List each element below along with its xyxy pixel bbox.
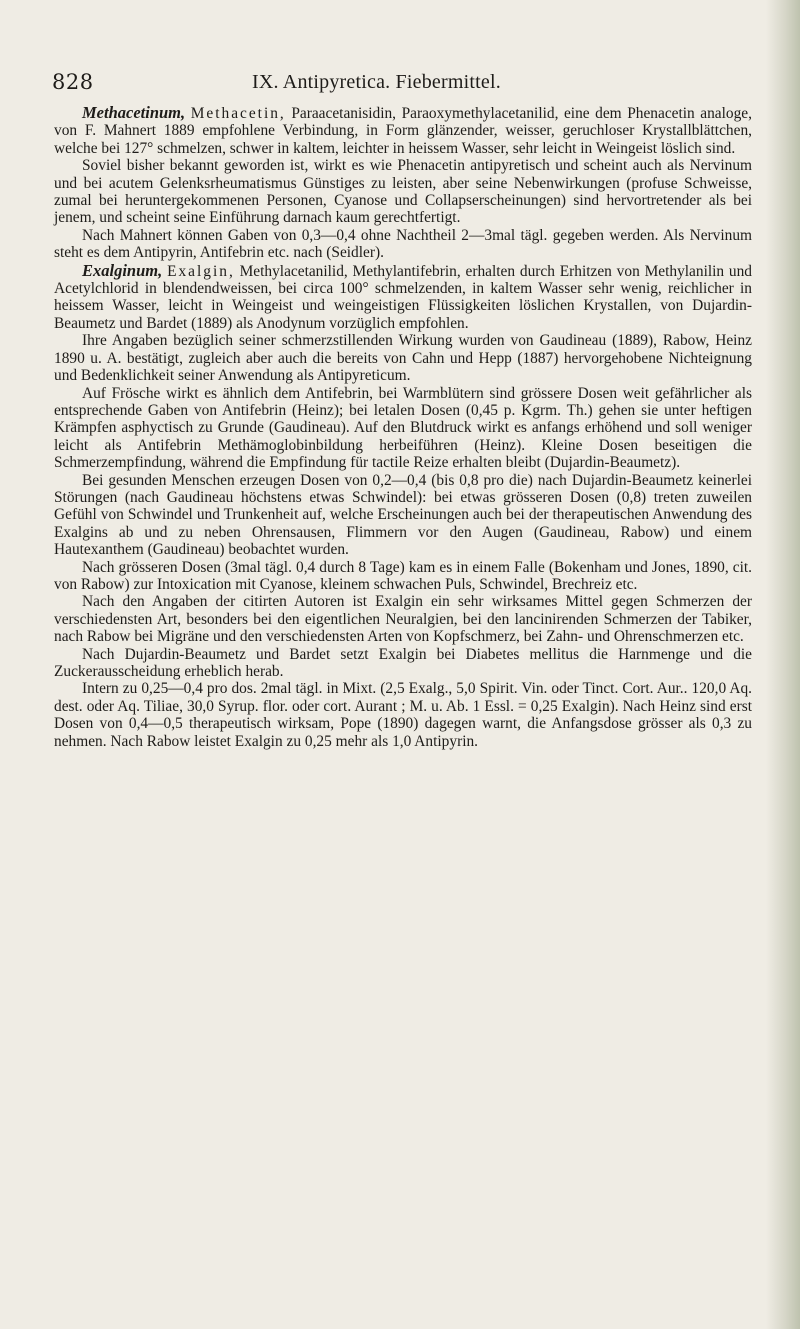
entry-name: Exalgin, <box>167 262 235 280</box>
paragraph: Nach Dujardin-Beaumetz und Bardet setzt Exalgin bei Diabetes mellitus die Harnmenge und die Zuckerausscheidung erheblich herab. <box>54 645 752 680</box>
paragraph: Soviel bisher bekannt geworden ist, wirkt es wie Phenacetin antipyretisch und scheint auch als Nervinum und bei acutem Gelenksrheumatismus Günstiges zu leisten, aber seine Nebenwirkungen (profuse Schweisse, zumal bei heruntergekommenen Personen, Cyanose und Collapserscheinungen) sind hervortretender als bei jenem, und scheint seine Einführung darnach kaum gerechtfertigt. <box>54 157 752 227</box>
paragraph-text: Paraacetanisidin, Paraoxymethylacetanilid, eine dem Phenacetin analoge, von F. Mahnert 1889 empfohlene Verbindung, in Form glänzender, weisser, geruchloser Krystallblättchen, welche bei 127° schmelzen, schwer in kaltem, leichter in heissem Wasser, sehr leicht in Weingeist löslich sind. <box>54 105 752 157</box>
paragraph: Auf Frösche wirkt es ähnlich dem Antifebrin, bei Warmblütern sind grössere Dosen weit gefährlicher als entsprechende Gaben von Antifebrin (Heinz); bei letalen Dosen (0,45 p. Kgrm. Th.) gehen sie unter heftigen Krämpfen asphyctisch zu Grunde (Gaudineau). Auf den Blutdruck wirkt es anfangs erhöhend und soll weniger leicht als Antifebrin Methämoglobinbildung herbeiführen (Heinz). Kleine Dosen beseitigen die Schmerzempfindung, während die Empfindung für tactile Reize erhalten bleibt (Dujardin-Beaumetz). <box>54 384 752 472</box>
paragraph: Intern zu 0,25—0,4 pro dos. 2mal tägl. in Mixt. (2,5 Exalg., 5,0 Spirit. Vin. oder Tinct. Cort. Aur.. 120,0 Aq. dest. oder Aq. Tiliae, 30,0 Syrup. flor. oder cort. Aurant ; M. u. Ab. 1 Essl. = 0,25 Exalgin). Nach Heinz sind erst Dosen von 0,4—0,5 therapeutisch wirksam, Pope (1890) dagegen warnt, die Anfangsdose grösser als 0,3 zu nehmen. Nach Rabow leistet Exalgin zu 0,25 mehr als 1,0 Antipyrin. <box>54 680 752 750</box>
paragraph: Bei gesunden Menschen erzeugen Dosen von 0,2—0,4 (bis 0,8 pro die) nach Dujardin-Beaumetz keinerlei Störungen (nach Gaudineau höchstens etwas Schwindel): bei etwas grösseren Dosen (0,8) treten zuweilen Gefühl von Schwindel und Trunkenheit auf, welche Erscheinungen auch bei der therapeutischen Anwendung des Exalgins ab und zu neben Ohrensausen, Flimmern vor den Augen (Gaudineau, Rabow) und einem Hautexanthem (Gaudineau) beobachtet wurden. <box>54 471 752 559</box>
paragraph-methacetinum <box>54 104 752 157</box>
body-text <box>54 104 752 750</box>
page-header <box>52 70 752 96</box>
paragraph-exalginum <box>54 262 752 333</box>
running-title: IX. Antipyretica. Fiebermittel. <box>252 71 501 93</box>
page-edge-shadow <box>766 0 800 1329</box>
entry-term: Exalginum, <box>82 260 163 280</box>
paragraph: Nach grösseren Dosen (3mal tägl. 0,4 durch 8 Tage) kam es in einem Falle (Bokenham und Jones, 1890, cit. von Rabow) zur Intoxication mit Cyanose, kleinem schwachen Puls, Schwindel, Brechreiz etc. <box>54 558 752 593</box>
paragraph: Ihre Angaben bezüglich seiner schmerzstillenden Wirkung wurden von Gaudineau (1889), Rabow, Heinz 1890 u. A. bestätigt, zugleich aber auch die bereits von Cahn und Hepp (1887) hervorgehobene Nichteignung und Bedenklichkeit seiner Anwendung als Antipyreticum. <box>54 332 752 385</box>
entry-name: Methacetin, <box>190 105 286 122</box>
page-number: 828 <box>52 70 94 94</box>
paragraph-text: Methylacetanilid, Methylantifebrin, erhalten durch Erhitzen von Methylanilin und Acetylchlorid in blendendweissen, bei circa 100° schmelzenden, in kaltem Wasser sehr wenig, reichlicher in heissem Wasser, leicht in Weingeist und weingeistigen Flüssigkeiten löslichen Krystallen, von Dujardin-Beaumetz und Bardet (1889) als Anodynum vorzüglich empfohlen. <box>54 262 752 332</box>
paragraph: Nach Mahnert können Gaben von 0,3—0,4 ohne Nachtheil 2—3mal tägl. gegeben werden. Als Nervinum steht es dem Antipyrin, Antifebrin etc. nach (Seidler). <box>54 226 752 262</box>
paragraph: Nach den Angaben der citirten Autoren ist Exalgin ein sehr wirksames Mittel gegen Schmerzen der verschiedensten Art, besonders bei den eigentlichen Neuralgien, bei den lancinirenden Schmerzen der Tabiker, nach Rabow bei Migräne und den verschiedensten Arten von Kopfschmerz, bei Zahn- und Ohrenschmerzen etc. <box>54 593 752 646</box>
entry-term: Methacetinum, <box>82 103 186 122</box>
